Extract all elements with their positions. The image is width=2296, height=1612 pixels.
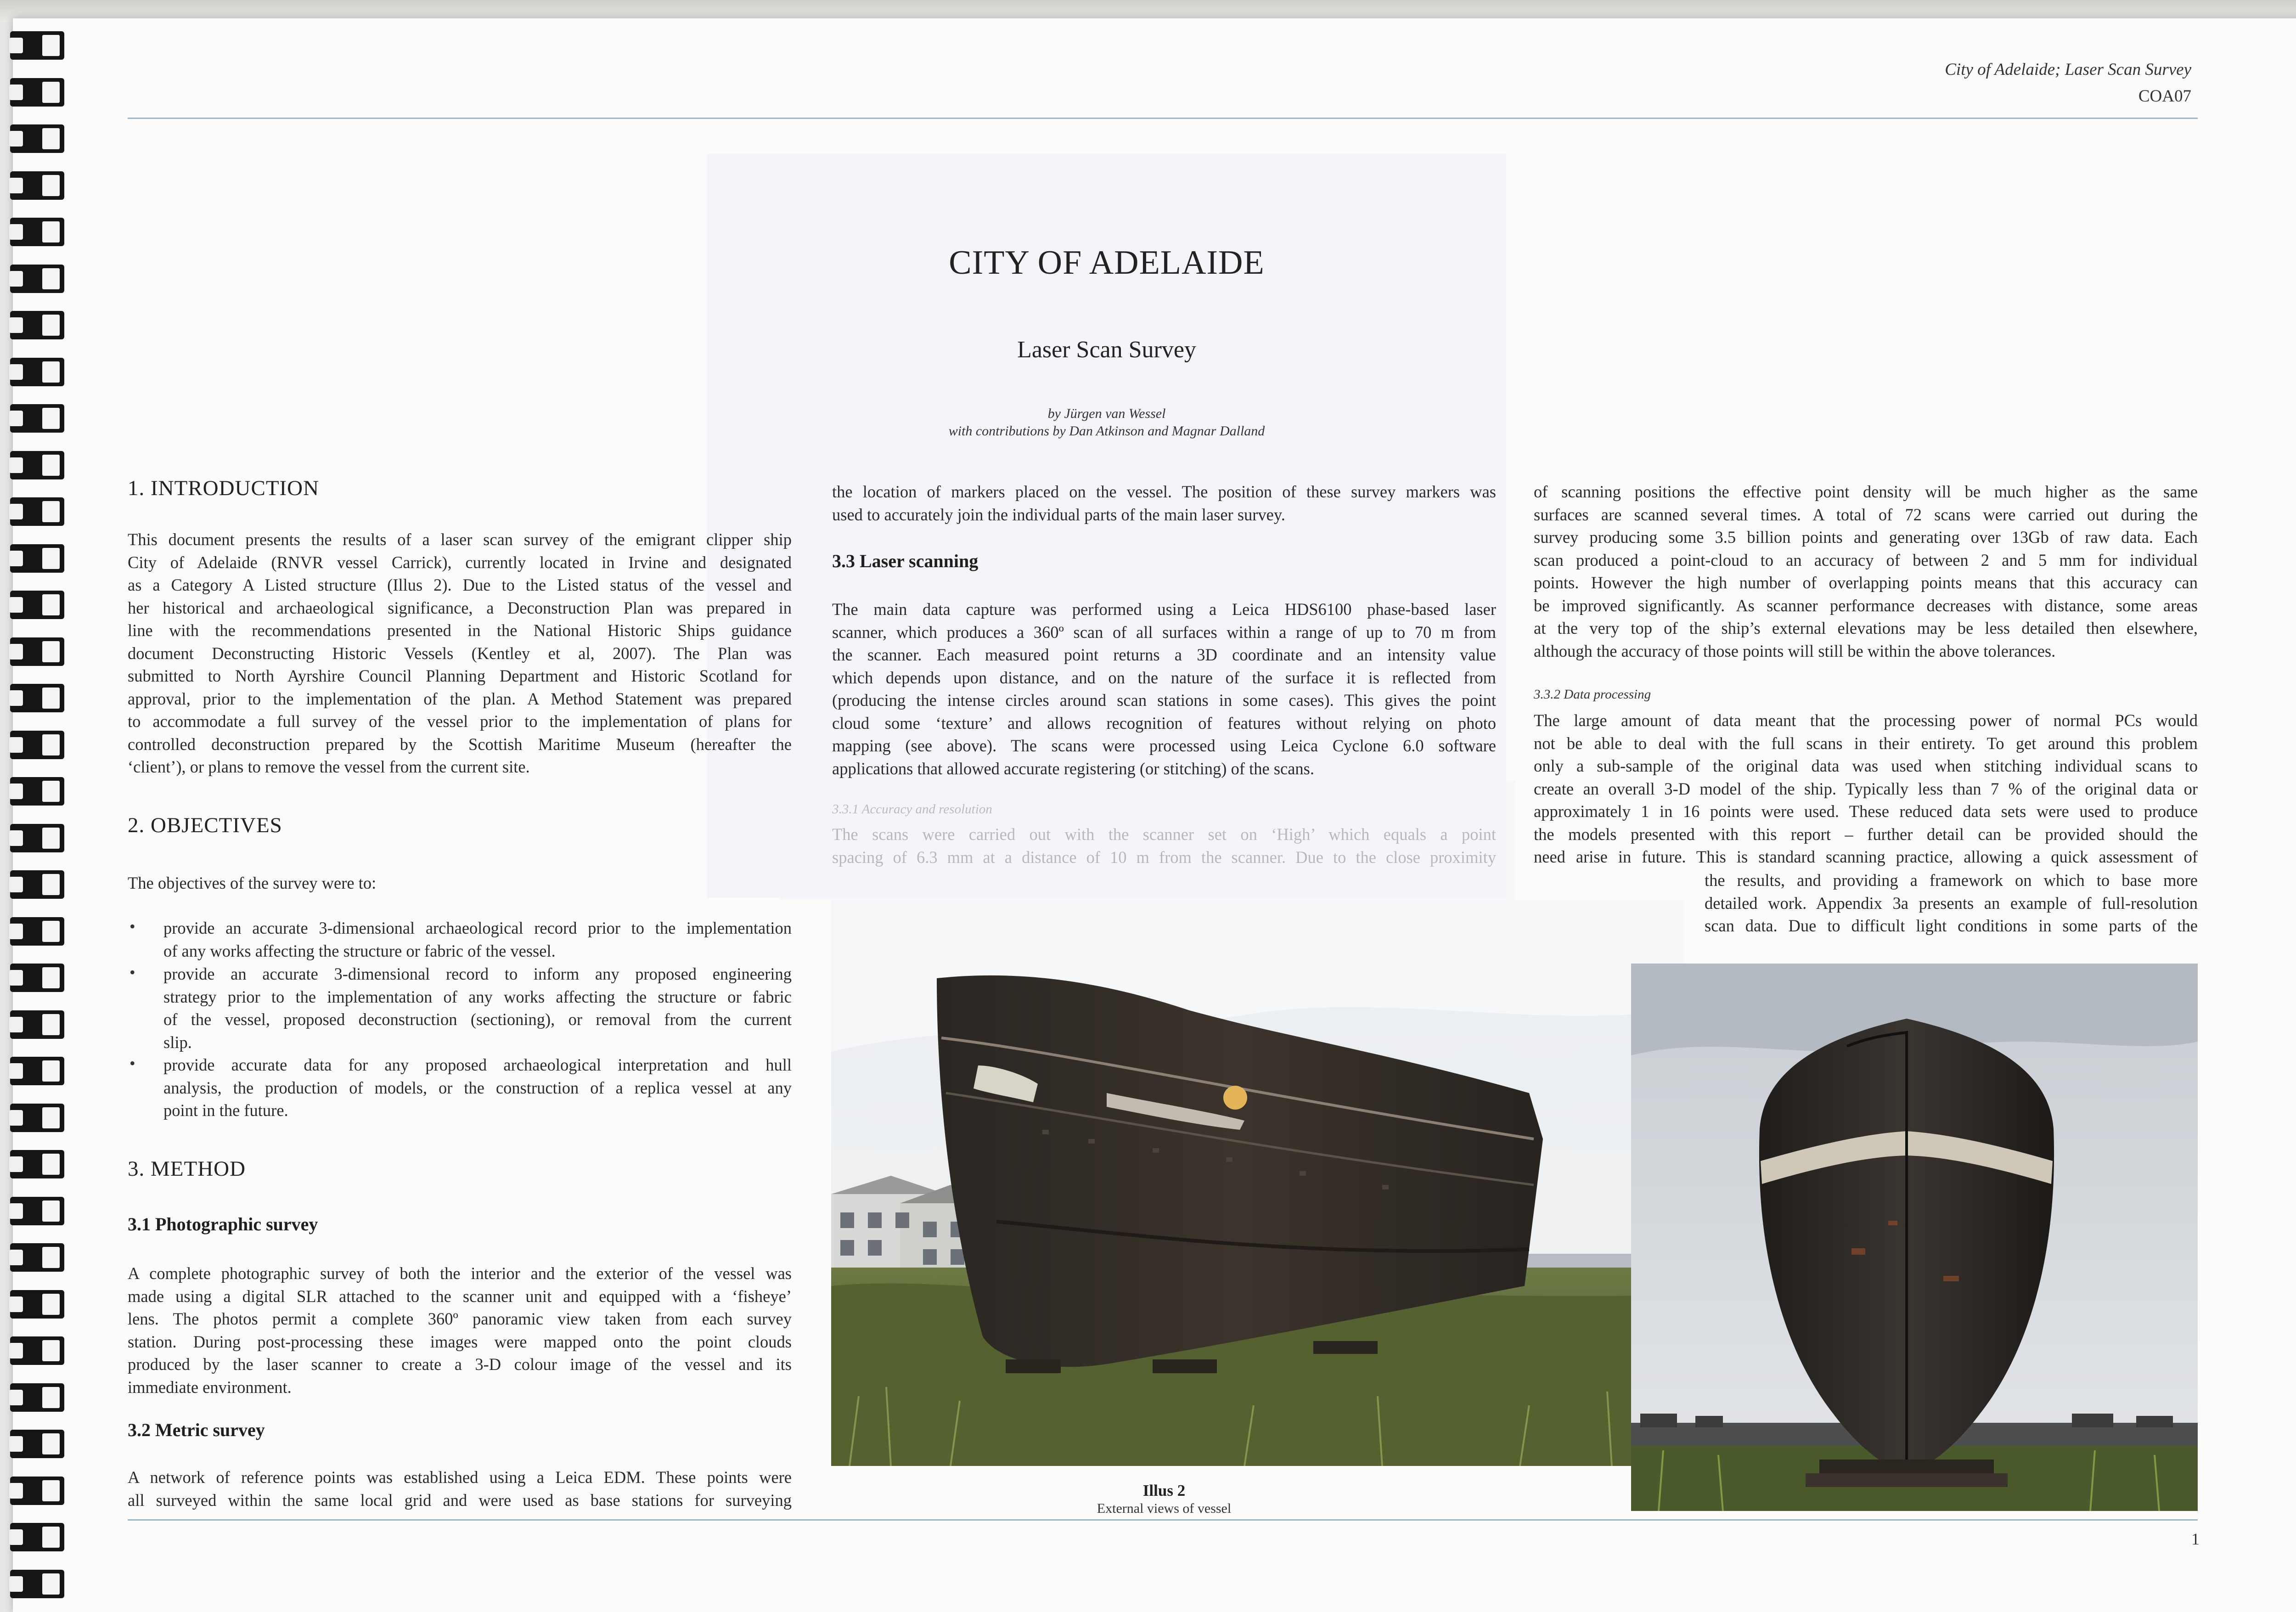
- binding-ring: [10, 824, 64, 852]
- document-subtitle: Laser Scan Survey: [1017, 337, 1196, 363]
- vessel-bow-illustration: [1631, 964, 2198, 1511]
- text-line: survey producing some 3.5 billion points and generating over 13Gb of raw data. Each: [1534, 528, 2198, 547]
- text-line: provide accurate data for any proposed archaeological interpretation and hull: [163, 1055, 792, 1074]
- document-title: CITY OF ADELAIDE: [949, 244, 1265, 282]
- text-line: only a sub-sample of the original data was used when stitching individual scans to: [1534, 756, 2198, 775]
- text-line: not be able to deal with the full scans in their entirety. To get around this problem: [1534, 733, 2198, 753]
- text-line: her historical and archaeological significance, a Deconstruction Plan was prepared in: [128, 598, 792, 617]
- binding-ring: [10, 451, 64, 479]
- binding-ring: [10, 1336, 64, 1365]
- text-line: points. However the high number of overlapping points means that this accuracy can: [1534, 573, 2198, 592]
- binding-ring: [10, 1290, 64, 1319]
- scan-density-paragraph: [1534, 480, 2198, 662]
- text-line: provide an accurate 3-dimensional record to inform any proposed engineering: [163, 964, 792, 983]
- text-line: station. During post-processing these images were mapped onto the point clouds: [128, 1332, 792, 1351]
- binding-ring: [10, 544, 64, 573]
- text-line: The main data capture was performed using a Leica HDS6100 phase-based laser: [832, 600, 1496, 619]
- heading-data-processing: 3.3.2 Data processing: [1534, 687, 1651, 702]
- document-code: COA07: [2138, 87, 2191, 106]
- text-line: create an overall 3-D model of the ship. Typically less than 7 % of the original data or: [1534, 779, 2198, 798]
- text-line: line with the recommendations presented in the National Historic Ships guidance: [128, 621, 792, 640]
- text-line: The large amount of data meant that the processing power of normal PCs would: [1534, 711, 2198, 730]
- binding-ring: [10, 1057, 64, 1085]
- binding-ring: [10, 964, 64, 992]
- binding-ring: [10, 78, 64, 107]
- objective-item: [163, 963, 792, 1054]
- heading-method: 3. METHOD: [128, 1157, 246, 1181]
- text-line: the location of markers placed on the vessel. The position of these survey markers was: [832, 482, 1496, 501]
- text-line: surfaces are scanned several times. A total of 72 scans were carried out during the: [1534, 505, 2198, 524]
- text-line: submitted to North Ayrshire Council Planning Department and Historic Scotland for: [128, 666, 792, 685]
- bullet-marker: •: [129, 1054, 135, 1072]
- binding-ring: [10, 1383, 64, 1412]
- binding-ring: [10, 171, 64, 200]
- text-line: the models presented with this report – further detail can be provided should the: [1534, 824, 2198, 844]
- text-line: lens. The photos permit a complete 360º panoramic view taken from each survey: [128, 1309, 792, 1328]
- metric-survey-paragraph: [128, 1466, 792, 1511]
- objective-item: [163, 917, 792, 962]
- text-line: used to accurately join the individual parts of the main laser survey.: [832, 505, 1285, 524]
- text-line: be improved significantly. As scanner performance decreases with distance, some areas: [1534, 596, 2198, 615]
- header-rule: [128, 118, 2198, 119]
- laser-scanning-paragraph: [832, 598, 1496, 780]
- text-line: produced by the laser scanner to create a 3-D colour image of the vessel and its: [128, 1355, 792, 1374]
- text-line: slip.: [163, 1032, 192, 1052]
- running-title: City of Adelaide; Laser Scan Survey: [1945, 60, 2191, 79]
- text-line: immediate environment.: [128, 1377, 292, 1397]
- text-line: This document presents the results of a laser scan survey of the emigrant clipper ship: [128, 530, 792, 549]
- bullet-marker: •: [129, 963, 135, 981]
- heading-laser-scanning: 3.3 Laser scanning: [832, 551, 979, 571]
- text-line: at the very top of the ship’s external elevations may be less detailed then elsewhere,: [1534, 619, 2198, 637]
- text-line: mapping (see above). The scans were processed using Leica Cyclone 6.0 software: [832, 736, 1496, 755]
- binding-ring: [10, 358, 64, 386]
- binding-ring: [10, 1523, 64, 1551]
- binding-ring: [10, 1570, 64, 1598]
- text-line: made using a digital SLR attached to the scanner unit and equipped with a ‘fisheye’: [128, 1286, 792, 1306]
- text-line: need arise in future. This is standard scanning practice, allowing a quick assessment of: [1534, 847, 2198, 866]
- figure-caption: External views of vessel: [1097, 1501, 1232, 1516]
- binding-ring: [10, 1197, 64, 1225]
- spiral-binding: [0, 18, 69, 1612]
- binding-ring: [10, 1477, 64, 1505]
- text-line: scan produced a point-cloud to an accuracy of between 2 and 5 mm for individual: [1534, 550, 2198, 569]
- photographic-survey-paragraph: [128, 1262, 792, 1398]
- binding-ring: [10, 497, 64, 526]
- binding-ring: [10, 1243, 64, 1272]
- binding-ring: [10, 684, 64, 712]
- binding-ring: [10, 637, 64, 666]
- bleed-through-area: [781, 781, 1515, 900]
- text-line: point in the future.: [163, 1101, 288, 1120]
- text-line: analysis, the production of models, or the construction of a replica vessel at any: [163, 1078, 792, 1097]
- text-line: scan data. Due to difficult light conditions in some parts of the: [1705, 916, 2198, 935]
- data-processing-continued: [1705, 869, 2198, 937]
- text-line: scanner, which produces a 360º scan of all surfaces within a range of up to 70 m from: [832, 622, 1496, 642]
- survey-markers-paragraph: [832, 480, 1496, 526]
- vessel-side-illustration: [831, 900, 1684, 1466]
- text-line: A network of reference points was established using a Leica EDM. These points were: [128, 1468, 792, 1487]
- text-line: approximately 1 in 16 points were used. These reduced data sets were used to produce: [1534, 802, 2198, 821]
- objective-item: [163, 1054, 792, 1122]
- figure-label: Illus 2: [1142, 1482, 1186, 1499]
- text-line: approval, prior to the implementation of the plan. A Method Statement was prepared: [128, 689, 792, 708]
- heading-objectives: 2. OBJECTIVES: [128, 813, 282, 837]
- text-line: strategy prior to the implementation of any works affecting the structure or fabric: [163, 987, 792, 1006]
- binding-ring: [10, 1010, 64, 1039]
- text-line: the scanner. Each measured point returns a 3D coordinate and an intensity value: [832, 645, 1496, 664]
- bullet-marker: •: [129, 917, 135, 936]
- vessel-side-photo: [831, 900, 1684, 1466]
- binding-ring: [10, 265, 64, 293]
- text-line: applications that allowed accurate registering (or stitching) of the scans.: [832, 759, 1315, 778]
- contributors-line: with contributions by Dan Atkinson and Magnar Dalland: [948, 423, 1265, 439]
- text-line: document Deconstructing Historic Vessels (Kentley et al, 2007). The Plan was: [128, 643, 792, 663]
- text-line: as a Category A Listed structure (Illus 2). Due to the Listed status of the vessel and: [128, 575, 792, 594]
- footer-rule: [128, 1519, 2198, 1521]
- binding-ring: [10, 1150, 64, 1178]
- text-line: A complete photographic survey of both the interior and the exterior of the vessel was: [128, 1264, 792, 1283]
- binding-ring: [10, 404, 64, 433]
- text-line: controlled deconstruction prepared by the Scottish Maritime Museum (hereafter the: [128, 734, 792, 754]
- text-line: of the vessel, proposed deconstruction (sectioning), or removal from the current: [163, 1010, 792, 1029]
- page-number: 1: [2191, 1530, 2200, 1548]
- binding-ring: [10, 31, 64, 60]
- text-line: detailed work. Appendix 3a presents an example of full-resolution: [1705, 893, 2198, 913]
- binding-ring: [10, 870, 64, 899]
- binding-ring: [10, 124, 64, 153]
- text-line: the results, and providing a framework on which to base more: [1705, 871, 2198, 890]
- text-line: ‘client’), or plans to remove the vessel from the current site.: [128, 757, 530, 776]
- objectives-intro: The objectives of the survey were to:: [128, 874, 377, 892]
- binding-ring: [10, 777, 64, 806]
- binding-ring: [10, 1430, 64, 1458]
- text-line: provide an accurate 3-dimensional archaeological record prior to the implementation: [163, 919, 792, 937]
- heading-photographic-survey: 3.1 Photographic survey: [128, 1214, 318, 1234]
- vessel-bow-photo: [1631, 964, 2198, 1511]
- text-line: City of Adelaide (RNVR vessel Carrick), currently located in Irvine and designated: [128, 552, 792, 572]
- text-line: which depends upon distance, and on the nature of the surface it is reflected from: [832, 668, 1496, 687]
- text-line: although the accuracy of those points will still be within the above tolerances.: [1534, 641, 2056, 660]
- binding-ring: [10, 591, 64, 619]
- text-line: to accommodate a full survey of the vessel prior to the implementation of plans for: [128, 712, 792, 731]
- introduction-paragraph: [128, 528, 792, 778]
- binding-ring: [10, 731, 64, 759]
- heading-introduction: 1. INTRODUCTION: [128, 476, 320, 500]
- binding-ring: [10, 218, 64, 246]
- binding-ring: [10, 917, 64, 946]
- heading-metric-survey: 3.2 Metric survey: [128, 1420, 265, 1440]
- binding-ring: [10, 1104, 64, 1132]
- text-line: of scanning positions the effective point density will be much higher as the same: [1534, 482, 2198, 501]
- author-byline: by Jürgen van Wessel: [1047, 406, 1166, 421]
- data-processing-paragraph: [1534, 709, 2198, 868]
- binding-ring: [10, 311, 64, 339]
- text-line: (producing the intense circles around scan stations in some cases). This gives the point: [832, 691, 1496, 710]
- text-line: of any works affecting the structure or fabric of the vessel.: [163, 941, 556, 960]
- text-line: cloud some ‘texture’ and allows recognition of features without relying on photo: [832, 713, 1496, 733]
- text-line: all surveyed within the same local grid and were used as base stations for surveying: [128, 1490, 792, 1510]
